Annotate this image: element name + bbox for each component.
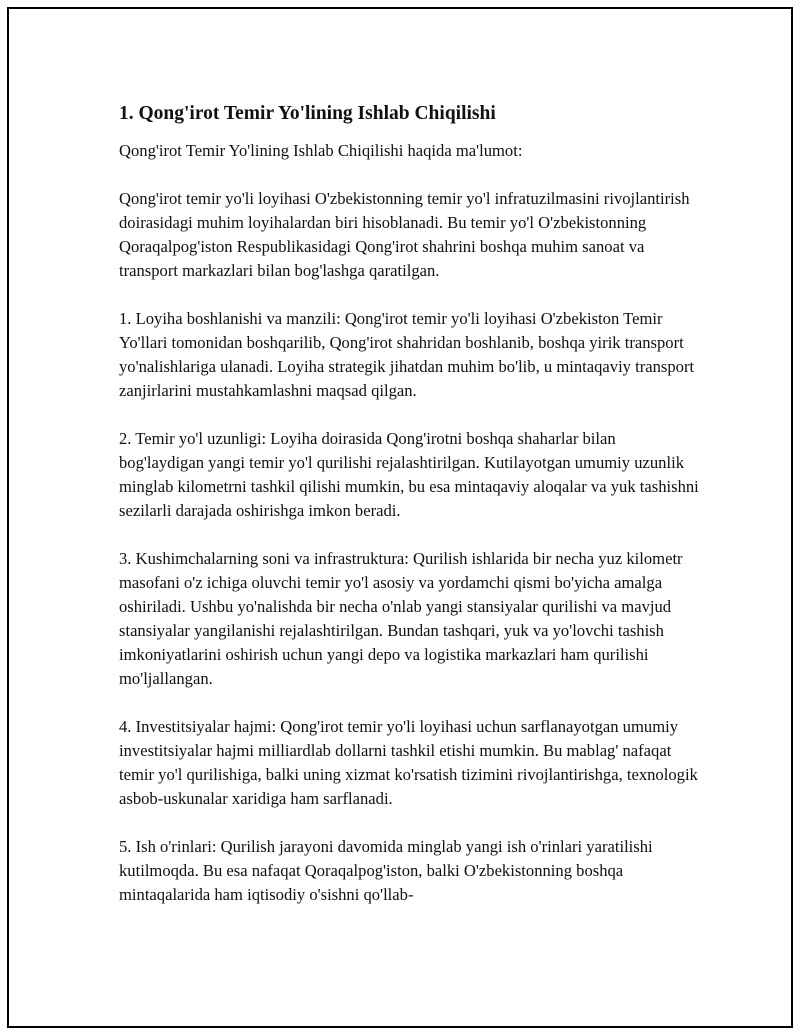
- page-frame: [7, 7, 793, 1028]
- document-title: 1. Qong'irot Temir Yo'lining Ishlab Chiqilishi: [119, 103, 496, 124]
- paragraph-jobs: 5. Ish o'rinlari: Qurilish jarayoni davomida minglab yangi ish o'rinlari yaratilishi kutilmoqda. Bu esa nafaqat Qoraqalpog'iston, balki O'zbekistonning boshqa mintaqalarida ham iqtisodiy o'sishni qo'llab-: [119, 837, 653, 904]
- paragraph-railway-length: 2. Temir yo'l uzunligi: Loyiha doirasida Qong'irotni boshqa shaharlar bilan bog'laydigan yangi temir yo'l qurilishi rejalashtirilgan. Kutilayotgan umumiy uzunlik minglab kilometrni tashkil qilishi mumkin, bu esa mintaqaviy aloqalar va yuk tashishni sezilarli darajada oshirishga imkon beradi.: [119, 429, 699, 520]
- document-body: [119, 101, 704, 907]
- paragraph-overview: Qong'irot temir yo'li loyihasi O'zbekistonning temir yo'l infratuzilmasini rivojlantirish doirasidagi muhim loyihalardan biri hisoblanadi. Bu temir yo'l O'zbekistonning Qoraqalpog'iston Respublikasidagi Qong'irot shahrini boshqa muhim sanoat va transport markazlari bilan bog'lashga qaratilgan.: [119, 189, 690, 280]
- paragraph-infrastructure: 3. Kushimchalarning soni va infrastruktura: Qurilish ishlarida bir necha yuz kilometr masofani o'z ichiga oluvchi temir yo'l asosiy va yordamchi qismi bo'yicha amalga oshiriladi. Ushbu yo'nalishda bir necha o'nlab yangi stansiyalar qurilishi va mavjud stansiyalar yangilanishi rejalashtirilgan. Bundan tashqari, yuk va yo'lovchi tashish imkoniyatlarini oshirish uchun yangi depo va logistika markazlari ham qurilishi mo'ljallangan.: [119, 549, 683, 688]
- paragraph-intro: Qong'irot Temir Yo'lining Ishlab Chiqilishi haqida ma'lumot:: [119, 141, 523, 160]
- paragraph-investments: 4. Investitsiyalar hajmi: Qong'irot temir yo'li loyihasi uchun sarflanayotgan umumiy investitsiyalar hajmi milliardlab dollarni tashkil etishi mumkin. Bu mablag' nafaqat temir yo'l qurilishiga, balki uning xizmat ko'rsatish tizimini rivojlantirishga, texnologik asbob-uskunalar xaridiga ham sarflanadi.: [119, 717, 698, 808]
- paragraph-project-start: 1. Loyiha boshlanishi va manzili: Qong'irot temir yo'li loyihasi O'zbekiston Temir Yo'llari tomonidan boshqarilib, Qong'irot shahridan boshlanib, boshqa yirik transport yo'nalishlariga ulanadi. Loyiha strategik jihatdan muhim bo'lib, u mintaqaviy transport zanjirlarini mustahkamlashni maqsad qilgan.: [119, 309, 695, 400]
